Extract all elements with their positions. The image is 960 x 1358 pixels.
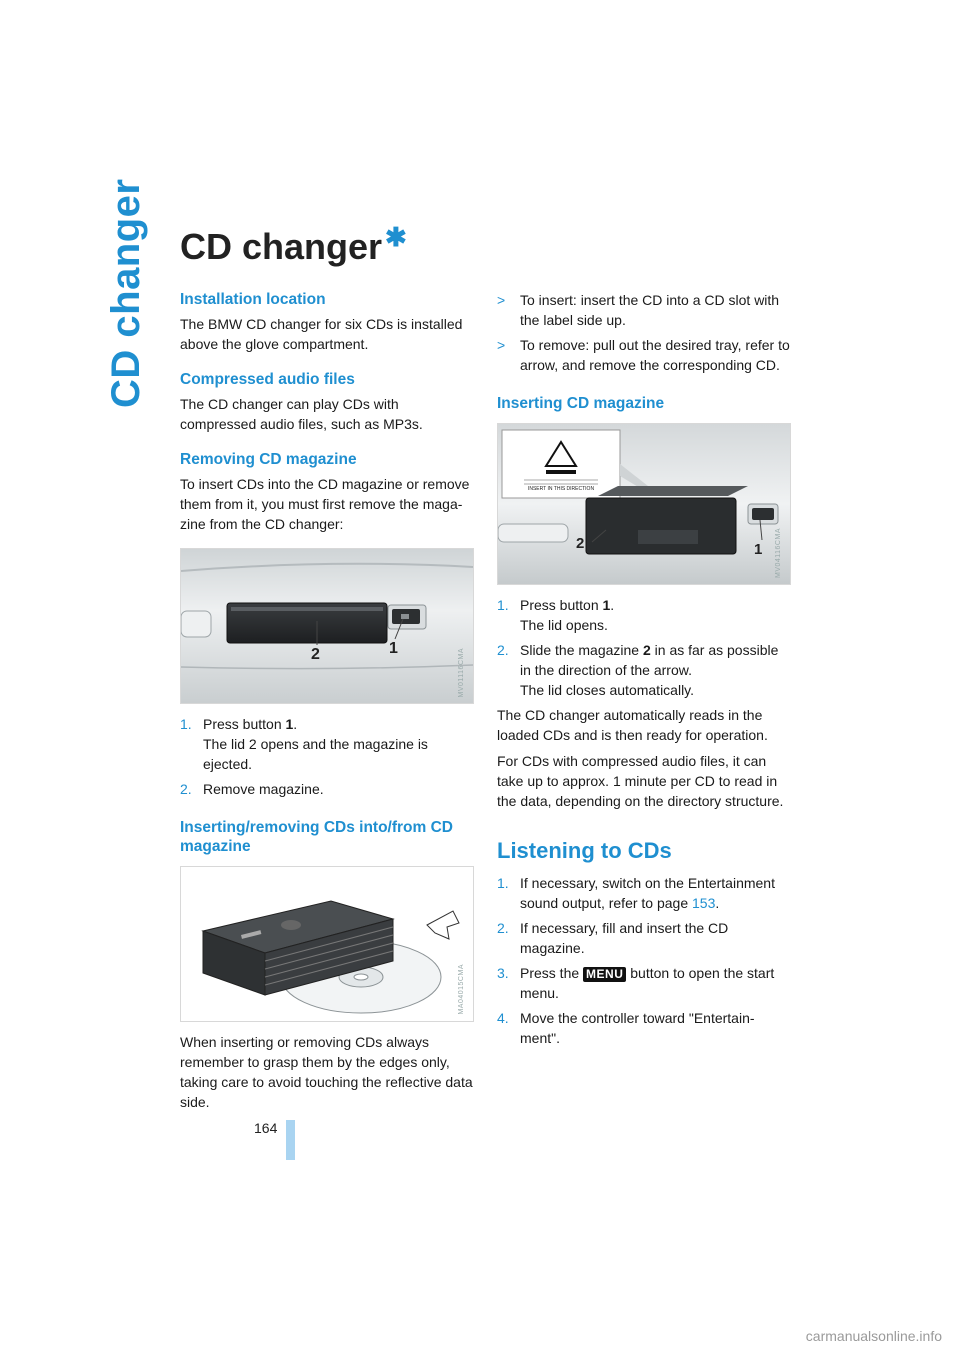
list-item: 2. Remove magazine.	[180, 781, 324, 797]
page-reference-link[interactable]: 153	[692, 895, 716, 911]
list-item: 1. If necessary, switch on the Entertainment sound output, refer to page 153.	[497, 875, 775, 911]
cd-changer-slot-illustration	[181, 549, 473, 703]
figure-label-button: 1	[389, 640, 398, 657]
heading-compressed: Compressed audio files	[180, 371, 355, 388]
heading-insert-remove-cds: Inserting/removing CDs into/from CD magazine	[180, 819, 453, 855]
figure-code: MV01116CMA	[458, 647, 465, 697]
list-item: 2. Slide the magazine 2 in as far as possible in the direction of the arrow. The lid closes automatically.	[497, 642, 779, 698]
left-column	[180, 290, 475, 1112]
auto-read-text: The CD changer automatically reads in the loaded CDs and is then ready for operation.	[497, 707, 768, 743]
page-number-bar	[286, 1120, 295, 1160]
installation-text: The BMW CD changer for six CDs is installed above the glove compartment.	[180, 316, 463, 352]
figure-insert-magazine	[497, 423, 791, 585]
list-item: 1. Press button 1. The lid opens.	[497, 597, 615, 633]
removing-text: To insert CDs into the CD magazine or remove them from it, you must first remove the maga-zine from the CD changer:	[180, 476, 470, 532]
figure-code: MA04015CMA	[458, 964, 465, 1015]
insert-direction-sticker-text: INSERT IN THIS DIRECTION	[527, 486, 595, 492]
figure-label-magazine: 2	[576, 535, 585, 552]
figure-cd-magazine	[180, 866, 474, 1022]
figure-code: MV04116CMA	[775, 527, 782, 578]
optional-equipment-star-icon: ✱	[385, 222, 407, 252]
heading-listening: Listening to CDs	[497, 838, 672, 863]
heading-removing: Removing CD magazine	[180, 451, 357, 468]
insert-remove-bullets	[497, 290, 792, 375]
figure-label-lid: 2	[311, 646, 320, 663]
compressed-text: The CD changer can play CDs with compressed audio files, such as MP3s.	[180, 396, 423, 432]
figure-label-button: 1	[754, 541, 763, 558]
page-title: CD changer ✱	[180, 222, 407, 267]
list-item: 4. Move the controller toward "Entertain-ment".	[497, 1010, 755, 1046]
heading-installation: Installation location	[180, 291, 326, 308]
inserting-magazine-steps	[497, 595, 792, 700]
insert-magazine-illustration	[498, 424, 790, 584]
cd-magazine-illustration	[181, 867, 473, 1021]
list-item: > To remove: pull out the desired tray, refer to arrow, and remove the corresponding CD.	[497, 337, 790, 373]
compressed-read-time-text: For CDs with compressed audio files, it can take up to approx. 1 minute per CD to read in the data, depending on the directory structure.	[497, 753, 784, 809]
figure-cd-changer-slot	[180, 548, 474, 704]
listening-steps	[497, 873, 792, 1048]
removing-steps	[180, 714, 475, 799]
list-item: 3. Press the MENU button to open the start menu.	[497, 965, 775, 1001]
menu-button-icon: MENU	[583, 967, 626, 982]
watermark: carmanualsonline.info	[805, 1328, 942, 1344]
page-number: 164	[254, 1120, 278, 1136]
list-item: > To insert: insert the CD into a CD slot with the label side up.	[497, 292, 780, 328]
right-column	[497, 290, 792, 1053]
heading-inserting-magazine: Inserting CD magazine	[497, 395, 665, 412]
insert-remove-cds-text: When inserting or removing CDs always remember to grasp them by the edges only, taking care to avoid touching the reflective data side.	[180, 1034, 473, 1110]
list-item: 2. If necessary, fill and insert the CD magazine.	[497, 920, 729, 956]
side-tab: CD changer	[104, 178, 148, 408]
list-item: 1. Press button 1. The lid 2 opens and the magazine is ejected.	[180, 716, 428, 772]
